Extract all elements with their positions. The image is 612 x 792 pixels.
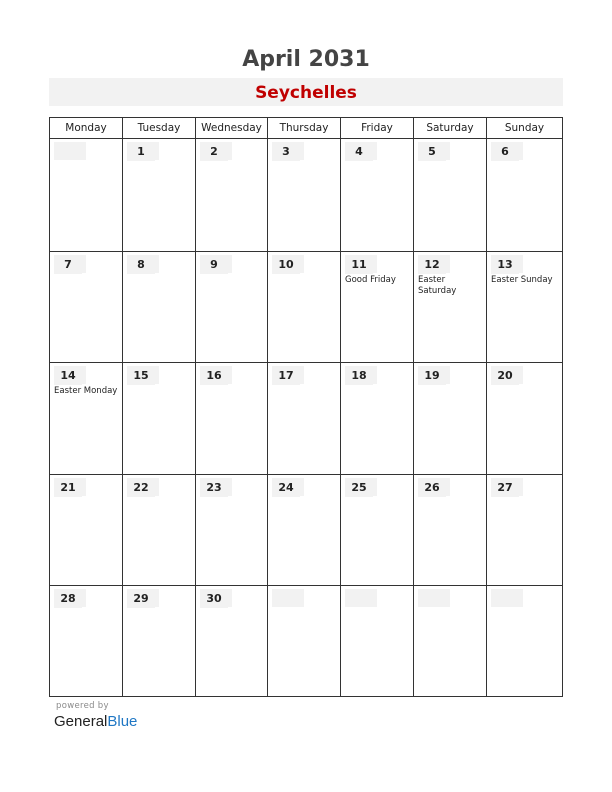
date-label-box xyxy=(345,478,377,496)
calendar-day-cell[interactable] xyxy=(195,251,267,362)
calendar-day-cell[interactable] xyxy=(267,585,340,696)
country-banner xyxy=(49,78,563,106)
calendar-day-cell[interactable] xyxy=(122,139,195,251)
date-label-box xyxy=(491,478,523,496)
calendar-day-cell[interactable] xyxy=(340,474,413,585)
date-label-box xyxy=(272,142,304,160)
weekday-header-row xyxy=(50,118,562,139)
calendar-day-cell[interactable] xyxy=(340,585,413,696)
date-number: 25 xyxy=(345,478,373,497)
date-number: 4 xyxy=(345,142,373,161)
calendar-day-cell[interactable] xyxy=(50,474,122,585)
date-number: 30 xyxy=(200,589,228,608)
holiday-label: Good Friday xyxy=(345,275,396,285)
date-label-box xyxy=(418,589,450,607)
brand-logo[interactable] xyxy=(54,713,137,730)
calendar-day-cell[interactable] xyxy=(413,474,486,585)
date-number: 22 xyxy=(127,478,155,497)
date-label-box xyxy=(200,366,232,384)
date-number: 1 xyxy=(127,142,155,161)
date-number: 24 xyxy=(272,478,300,497)
weekday-header-friday: Friday xyxy=(340,118,413,138)
date-label-box xyxy=(418,478,450,496)
date-label-box xyxy=(491,142,523,160)
calendar-day-cell[interactable] xyxy=(122,251,195,362)
calendar-day-cell[interactable] xyxy=(413,251,486,362)
date-label-box xyxy=(345,255,377,273)
date-number: 19 xyxy=(418,366,446,385)
date-label-box xyxy=(272,255,304,273)
holiday-label: Easter Saturday xyxy=(418,275,457,296)
calendar-day-cell[interactable] xyxy=(340,362,413,474)
weekday-header-sunday: Sunday xyxy=(486,118,562,138)
date-number: 20 xyxy=(491,366,519,385)
date-label-box xyxy=(127,142,159,160)
calendar-day-cell[interactable] xyxy=(486,362,562,474)
date-label-box xyxy=(54,589,86,607)
date-label-box xyxy=(272,366,304,384)
date-number: 18 xyxy=(345,366,373,385)
date-number: 14 xyxy=(54,366,82,385)
date-label-box xyxy=(272,589,304,607)
powered-by-text: powered by xyxy=(56,701,109,711)
calendar-grid xyxy=(49,117,563,697)
date-number: 16 xyxy=(200,366,228,385)
weekday-header-tuesday: Tuesday xyxy=(122,118,195,138)
weekday-header-saturday: Saturday xyxy=(413,118,486,138)
calendar-day-cell[interactable] xyxy=(50,251,122,362)
date-number: 21 xyxy=(54,478,82,497)
calendar-day-cell[interactable] xyxy=(486,474,562,585)
date-number: 12 xyxy=(418,255,446,274)
date-label-box xyxy=(54,142,86,160)
weekday-header-thursday: Thursday xyxy=(267,118,340,138)
date-number: 13 xyxy=(491,255,519,274)
calendar-day-cell[interactable] xyxy=(195,474,267,585)
date-label-box xyxy=(54,366,86,384)
date-number: 10 xyxy=(272,255,300,274)
date-number: 29 xyxy=(127,589,155,608)
date-label-box xyxy=(200,478,232,496)
calendar-day-cell[interactable] xyxy=(267,474,340,585)
date-number: 15 xyxy=(127,366,155,385)
date-label-box xyxy=(491,366,523,384)
date-label-box xyxy=(345,142,377,160)
date-number: 8 xyxy=(127,255,155,274)
calendar-day-cell[interactable] xyxy=(122,474,195,585)
calendar-day-cell[interactable] xyxy=(50,585,122,696)
calendar-day-cell[interactable] xyxy=(195,362,267,474)
date-number: 11 xyxy=(345,255,373,274)
date-label-box xyxy=(345,589,377,607)
date-number: 6 xyxy=(491,142,519,161)
date-number: 27 xyxy=(491,478,519,497)
calendar-day-cell[interactable] xyxy=(486,139,562,251)
page-title: April 2031 xyxy=(242,47,370,72)
date-number: 26 xyxy=(418,478,446,497)
calendar-day-cell[interactable] xyxy=(267,362,340,474)
calendar-day-cell[interactable] xyxy=(122,585,195,696)
date-number: 23 xyxy=(200,478,228,497)
date-label-box xyxy=(200,142,232,160)
calendar-day-cell[interactable] xyxy=(267,139,340,251)
calendar-day-cell[interactable] xyxy=(267,251,340,362)
date-label-box xyxy=(127,366,159,384)
date-number: 2 xyxy=(200,142,228,161)
date-label-box xyxy=(345,366,377,384)
date-label-box xyxy=(127,589,159,607)
date-number: 5 xyxy=(418,142,446,161)
date-label-box xyxy=(491,589,523,607)
calendar-day-cell[interactable] xyxy=(486,585,562,696)
calendar-day-cell[interactable] xyxy=(413,585,486,696)
calendar-day-cell[interactable] xyxy=(50,139,122,251)
country-name: Seychelles xyxy=(255,83,357,103)
date-number: 9 xyxy=(200,255,228,274)
date-label-box xyxy=(418,142,450,160)
date-number: 28 xyxy=(54,589,82,608)
calendar-day-cell[interactable] xyxy=(413,139,486,251)
date-label-box xyxy=(200,589,232,607)
calendar-day-cell[interactable] xyxy=(340,251,413,362)
date-number: 17 xyxy=(272,366,300,385)
date-label-box xyxy=(418,255,450,273)
date-label-box xyxy=(54,255,86,273)
calendar-day-cell[interactable] xyxy=(486,251,562,362)
date-label-box xyxy=(54,478,86,496)
calendar-day-cell[interactable] xyxy=(195,585,267,696)
holiday-label: Easter Sunday xyxy=(491,275,553,285)
date-label-box xyxy=(200,255,232,273)
date-label-box xyxy=(272,478,304,496)
calendar-day-cell[interactable] xyxy=(340,139,413,251)
calendar-day-cell[interactable] xyxy=(122,362,195,474)
weekday-header-monday: Monday xyxy=(65,122,107,134)
date-label-box xyxy=(127,478,159,496)
brand-general: General xyxy=(54,713,108,730)
brand-blue: Blue xyxy=(107,713,138,730)
holiday-label: Easter Monday xyxy=(54,386,118,396)
date-number: 7 xyxy=(54,255,82,274)
date-label-box xyxy=(127,255,159,273)
date-number: 3 xyxy=(272,142,300,161)
calendar-day-cell[interactable] xyxy=(413,362,486,474)
date-label-box xyxy=(418,366,450,384)
calendar-day-cell[interactable] xyxy=(195,139,267,251)
weekday-header-wednesday: Wednesday xyxy=(195,118,267,138)
calendar-day-cell[interactable] xyxy=(50,362,122,474)
date-label-box xyxy=(491,255,523,273)
